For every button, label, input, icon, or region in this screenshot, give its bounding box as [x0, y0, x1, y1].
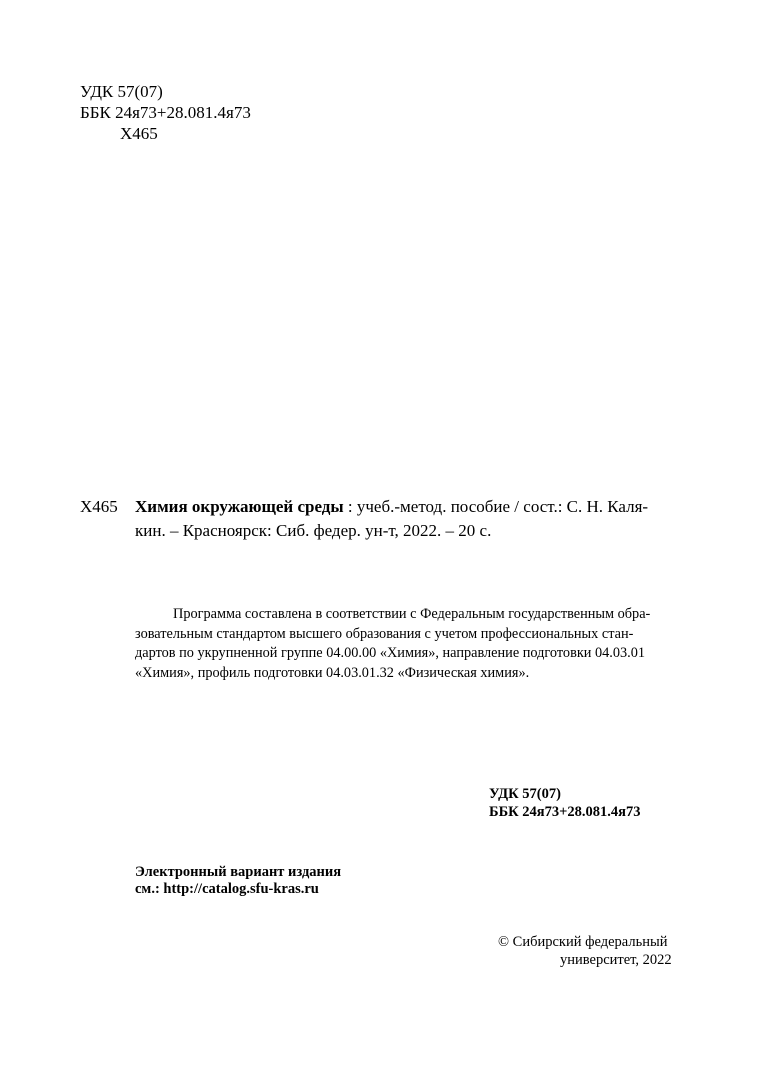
electronic-version-link: см.: http://catalog.sfu-kras.ru [135, 881, 319, 897]
copyright-line-1: © Сибирский федеральный [498, 934, 668, 950]
book-title: Химия окружающей среды [135, 497, 344, 516]
bibliography-line-1 [135, 495, 685, 519]
annotation-line: зовательным стандартом высшего образования с учетом профессиональных стан- [135, 625, 634, 642]
electronic-version-label: Электронный вариант издания [135, 864, 342, 880]
bibliography-line-2: кин. – Красноярск: Сиб. федер. ун-т, 2022. – 20 с. [135, 521, 492, 540]
udk-code: УДК 57(07) [80, 82, 163, 101]
copyright-line-2: университет, 2022 [560, 952, 672, 968]
annotation-line: Программа составлена в соответствии с Федеральным государственным обра- [173, 606, 651, 622]
bibliography-code: Х465 [80, 497, 118, 516]
annotation-paragraph [135, 605, 685, 683]
annotation-line: «Химия», профиль подготовки 04.03.01.32 «Физическая химия». [135, 664, 530, 681]
author-mark: Х465 [120, 124, 158, 143]
bibliography-entry [135, 495, 685, 543]
annotation-line: дартов по укрупненной группе 04.00.00 «Химия», направление подготовки 04.03.01 [135, 645, 646, 661]
bibliography-details: : учеб.-метод. пособие / сост.: С. Н. Каля- [343, 497, 649, 516]
udk-code-bold: УДК 57(07) [489, 786, 561, 802]
bbk-code-bold: ББК 24я73+28.081.4я73 [489, 804, 641, 820]
bbk-code: ББК 24я73+28.081.4я73 [80, 103, 251, 122]
